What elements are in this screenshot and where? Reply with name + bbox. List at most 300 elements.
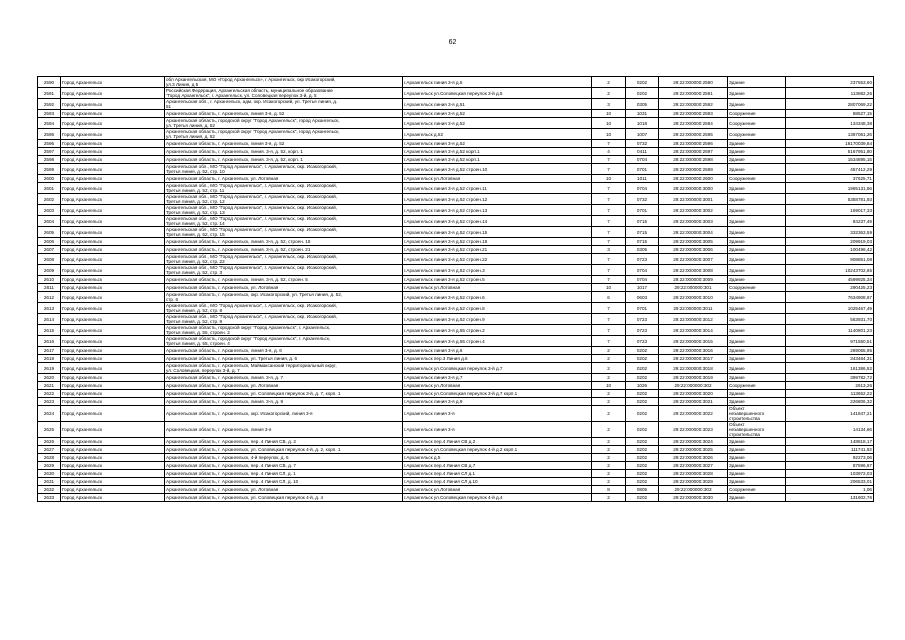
subgroup-cell: 0805: [626, 486, 659, 494]
address-cell: Архангельская область, городской округ "Город Архангельск", г. Архангельск, Третья линия, д. 55, строен. 2: [165, 325, 403, 336]
normalized-address-cell: г.Архангельск линия 3-я д.52 строен.15: [403, 227, 592, 238]
municipality-cell: Город Архангельск: [61, 216, 165, 227]
object-type-cell: Объект незавершенного строительства: [728, 406, 786, 422]
table-row: [38, 77, 874, 88]
page-number: 62: [448, 39, 457, 46]
address-cell: Архангельская область, г. Архангельск, Маймаксанский территориальный округ, ул. Соловецкая, переулок 3-й, д. 7: [165, 363, 403, 374]
municipality-cell: Город Архангельск: [61, 398, 165, 406]
object-type-cell: Здание: [728, 227, 786, 238]
cadastral-value-cell: 141847,21: [786, 406, 874, 422]
row-number-cell: 2596: [38, 140, 61, 148]
address-cell: Архангельская область, г. Архангельск, линия. 3-я, д. 52, строен. 21: [165, 246, 403, 254]
object-type-cell: Здание: [728, 164, 786, 175]
subgroup-cell: 0732: [626, 194, 659, 205]
table-row: [38, 88, 874, 99]
row-number-cell: 2601: [38, 183, 61, 194]
cadastral-value-table: [37, 76, 874, 502]
table-row: [38, 164, 874, 175]
table-row: [38, 216, 874, 227]
group-cell: 10: [592, 175, 626, 183]
cadastral-value-cell: 16170039,84: [786, 140, 874, 148]
object-type-cell: Здание: [728, 292, 786, 303]
cadastral-number-cell: 29:22:000000:3011: [659, 303, 728, 314]
object-type-cell: Здание: [728, 336, 786, 347]
row-number-cell: 2608: [38, 254, 61, 265]
cadastral-value-cell: 100496,42: [786, 246, 874, 254]
group-cell: 10: [592, 118, 626, 129]
cadastral-value-cell: 209919,03: [786, 238, 874, 246]
address-cell: Архангельская область, г. Архангельск, линия. 3-я, д. 52, строен. 18: [165, 238, 403, 246]
group-cell: 2: [592, 462, 626, 470]
object-type-cell: Здание: [728, 347, 786, 355]
table-row: [38, 398, 874, 406]
municipality-cell: Город Архангельск: [61, 336, 165, 347]
cadastral-number-cell: 29:22:000000:2594: [659, 118, 728, 129]
table-row: [38, 303, 874, 314]
object-type-cell: Здание: [728, 390, 786, 398]
subgroup-cell: 1031: [626, 110, 659, 118]
cadastral-number-cell: 29:22:000000:3010: [659, 292, 728, 303]
normalized-address-cell: г.Архангельск д.52: [403, 129, 592, 140]
cadastral-value-cell: 111741,92: [786, 446, 874, 454]
normalized-address-cell: г.Архангельск линия 3-я д.52 строен.11: [403, 183, 592, 194]
normalized-address-cell: г.Архангельск ул.Соловецкая переулок 4-й д.4: [403, 494, 592, 502]
row-number-cell: 2616: [38, 336, 61, 347]
subgroup-cell: 0202: [626, 406, 659, 422]
cadastral-number-cell: 29:22:000000:2597: [659, 148, 728, 156]
address-cell: Архангельская область, г. Архангельск, пер. 4 Линия СЛ, д. 1: [165, 470, 403, 478]
row-number-cell: 2614: [38, 314, 61, 325]
subgroup-cell: 0305: [626, 99, 659, 110]
address-cell: Архангельская область, г. Архангельск, линия. 3-я, д. 52, корп. 1: [165, 148, 403, 156]
group-cell: 2: [592, 347, 626, 355]
row-number-cell: 2607: [38, 246, 61, 254]
object-type-cell: Здание: [728, 454, 786, 462]
object-type-cell: Сооружение: [728, 118, 786, 129]
object-type-cell: Объект незавершенного строительства: [728, 422, 786, 438]
normalized-address-cell: г.Архангельск ул.Лотовная: [403, 382, 592, 390]
group-cell: 7: [592, 227, 626, 238]
normalized-address-cell: г.Архангельск линия 3-я д.6: [403, 347, 592, 355]
row-number-cell: 2612: [38, 292, 61, 303]
object-type-cell: Сооружение: [728, 486, 786, 494]
group-cell: 4: [592, 148, 626, 156]
cadastral-value-cell: 5358781,93: [786, 194, 874, 205]
subgroup-cell: 1026: [626, 382, 659, 390]
object-type-cell: Здание: [728, 276, 786, 284]
normalized-address-cell: г.Архангельск линия 3-я д.5: [403, 77, 592, 88]
group-cell: 2: [592, 398, 626, 406]
address-cell: Архангельская область, г. Архангельск, ул. Лотовная: [165, 175, 403, 183]
address-cell: обл Архангельская, МО «Город Архангельск», г Архангельск, окр Исакогорский, ул.3 Линия, д 5: [165, 77, 403, 88]
cadastral-value-cell: 2613,26: [786, 382, 874, 390]
municipality-cell: Город Архангельск: [61, 314, 165, 325]
object-type-cell: Здание: [728, 363, 786, 374]
cadastral-number-cell: 29:22:000000:3015: [659, 336, 728, 347]
object-type-cell: Здание: [728, 303, 786, 314]
row-number-cell: 2617: [38, 347, 61, 355]
object-type-cell: Сооружение: [728, 284, 786, 292]
cadastral-number-cell: 29:22:000000:3023: [659, 422, 728, 438]
object-type-cell: Здание: [728, 205, 786, 216]
subgroup-cell: 0715: [626, 227, 659, 238]
row-number-cell: 2604: [38, 216, 61, 227]
municipality-cell: Город Архангельск: [61, 494, 165, 502]
object-type-cell: Здание: [728, 265, 786, 276]
municipality-cell: Город Архангельск: [61, 462, 165, 470]
group-cell: 7: [592, 336, 626, 347]
address-cell: Архангельская область, г. Архангельск, ул. Соловецкая переулок 3-й, д. 7, корп. 1: [165, 390, 403, 398]
address-cell: Архангельская область, г. Архангельск, линия 3-я: [165, 422, 403, 438]
row-number-cell: 2595: [38, 129, 61, 140]
municipality-cell: Город Архангельск: [61, 422, 165, 438]
object-type-cell: Здание: [728, 355, 786, 363]
subgroup-cell: 1017: [626, 284, 659, 292]
municipality-cell: Город Архангельск: [61, 194, 165, 205]
municipality-cell: Город Архангельск: [61, 183, 165, 194]
cadastral-number-cell: 29:22:000000:3018: [659, 363, 728, 374]
normalized-address-cell: г.Архангельск линия 3-я д.52 строен.22: [403, 254, 592, 265]
group-cell: 8: [592, 486, 626, 494]
object-type-cell: Сооружение: [728, 175, 786, 183]
normalized-address-cell: г.Архангельск линия 3-я д.52 корп.1: [403, 148, 592, 156]
object-type-cell: Здание: [728, 494, 786, 502]
cadastral-number-cell: 29:22:000000:302: [659, 382, 728, 390]
municipality-cell: Город Архангельск: [61, 374, 165, 382]
municipality-cell: Город Архангельск: [61, 205, 165, 216]
row-number-cell: 2610: [38, 276, 61, 284]
cadastral-value-cell: 5167951,80: [786, 148, 874, 156]
subgroup-cell: 0202: [626, 355, 659, 363]
row-number-cell: 2609: [38, 265, 61, 276]
normalized-address-cell: г.Архангельск линия 3-я: [403, 406, 592, 422]
group-cell: 7: [592, 164, 626, 175]
row-number-cell: 2603: [38, 205, 61, 216]
subgroup-cell: 0704: [626, 183, 659, 194]
cadastral-value-cell: 206533,01: [786, 478, 874, 486]
subgroup-cell: 0701: [626, 164, 659, 175]
table-row: [38, 246, 874, 254]
group-cell: 7: [592, 216, 626, 227]
municipality-cell: Город Архангельск: [61, 470, 165, 478]
row-number-cell: 2629: [38, 462, 61, 470]
row-number-cell: 2620: [38, 374, 61, 382]
address-cell: Архангельская область, городской округ "Город Архангельск", г. Архангельск, Третья линия, д. 55, строен. 4: [165, 336, 403, 347]
cadastral-value-cell: 131602,76: [786, 494, 874, 502]
cadastral-number-cell: 29:22:000000:3000: [659, 183, 728, 194]
address-cell: Архангельская область, г. Архангельск, 4-й переулок, д. 5: [165, 454, 403, 462]
normalized-address-cell: г.Архангельск ул.Соловецкая переулок 4-й д.2 корп.1: [403, 446, 592, 454]
address-cell: Архангельская область, г. Архангельск, линия. 3-я, д. 52, строен. 5: [165, 276, 403, 284]
subgroup-cell: 0723: [626, 254, 659, 265]
subgroup-cell: 0202: [626, 374, 659, 382]
municipality-cell: Город Архангельск: [61, 382, 165, 390]
subgroup-cell: 0732: [626, 140, 659, 148]
table-row: [38, 140, 874, 148]
normalized-address-cell: г.Архангельск ул.Соловецкая переулок 3-й д.5: [403, 88, 592, 99]
table-row: [38, 284, 874, 292]
row-number-cell: 2602: [38, 194, 61, 205]
row-number-cell: 2624: [38, 406, 61, 422]
table-row: [38, 238, 874, 246]
normalized-address-cell: г.Архангельск линия 3-я д.52 строен.10: [403, 164, 592, 175]
group-cell: 2: [592, 363, 626, 374]
cadastral-value-cell: 134348,38: [786, 118, 874, 129]
cadastral-value-cell: 1025467,49: [786, 303, 874, 314]
address-cell: Архангельская область, г. Архангельск, ул. Третья линия, д. 6: [165, 355, 403, 363]
address-cell: Архангельская обл., МО "Город Архангельск", г. Архангельск, окр. Исакогорский, Третья линия, д. 52, стр. 22: [165, 254, 403, 265]
group-cell: 2: [592, 438, 626, 446]
table-row: [38, 205, 874, 216]
row-number-cell: 2591: [38, 88, 61, 99]
table-row: [38, 110, 874, 118]
cadastral-value-cell: 1387061,26: [786, 129, 874, 140]
address-cell: Архангельская область, г. Архангельск, линия. 3-я, д. 52, корп. 1: [165, 156, 403, 164]
normalized-address-cell: г.Архангельск линия 3-я д.52 строен.18: [403, 238, 592, 246]
municipality-cell: Город Архангельск: [61, 292, 165, 303]
row-number-cell: 2593: [38, 110, 61, 118]
object-type-cell: Сооружение: [728, 129, 786, 140]
cadastral-number-cell: 29:22:000000:3030: [659, 494, 728, 502]
cadastral-number-cell: 29:22:000000:2592: [659, 99, 728, 110]
cadastral-number-cell: 29:22:000000:3025: [659, 446, 728, 454]
municipality-cell: Город Архангельск: [61, 164, 165, 175]
normalized-address-cell: г.Архангельск д.5: [403, 454, 592, 462]
group-cell: 2: [592, 355, 626, 363]
cadastral-value-cell: 1534895,15: [786, 156, 874, 164]
row-number-cell: 2622: [38, 390, 61, 398]
subgroup-cell: 0715: [626, 238, 659, 246]
subgroup-cell: 0701: [626, 303, 659, 314]
cadastral-number-cell: 29:22:000000:3026: [659, 454, 728, 462]
municipality-cell: Город Архангельск: [61, 438, 165, 446]
object-type-cell: Здание: [728, 77, 786, 88]
cadastral-value-cell: 343484,31: [786, 355, 874, 363]
normalized-address-cell: г.Архангельск линия 3-я д.52: [403, 110, 592, 118]
address-cell: Архангельская обл., МО "Город Архангельск", г. Архангельск, окр. Исакогорский, Третья линия, д. 52, стр. 14: [165, 216, 403, 227]
cadastral-number-cell: 29:22:000000:3005: [659, 238, 728, 246]
cadastral-value-cell: 237553,60: [786, 77, 874, 88]
row-number-cell: 2628: [38, 454, 61, 462]
row-number-cell: 2605: [38, 227, 61, 238]
cadastral-number-cell: 29:22:000000:3024: [659, 438, 728, 446]
group-cell: 2: [592, 446, 626, 454]
object-type-cell: Сооружение: [728, 110, 786, 118]
cadastral-number-cell: 29:22:000000:2600: [659, 175, 728, 183]
group-cell: 3: [592, 246, 626, 254]
group-cell: 3: [592, 99, 626, 110]
address-cell: Архангельская обл., МО "Город Архангельск", г. Архангельск, окр. Исакогорский, Третья линия, д. 52, стр. 11: [165, 183, 403, 194]
table-body: [38, 77, 874, 502]
normalized-address-cell: г.Архангельск пер.4 Линия СЛ д.10: [403, 478, 592, 486]
address-cell: Архангельская обл., МО "Город Архангельск", г. Архангельск, окр. Исакогорский, Третья линия, д. 52, стр. 3: [165, 265, 403, 276]
row-number-cell: 2611: [38, 284, 61, 292]
table-row: [38, 374, 874, 382]
subgroup-cell: 0704: [626, 265, 659, 276]
address-cell: Архангельская область, городской округ "Город Архангельск", город Архангельск, ул. Третья линия, д. 52: [165, 129, 403, 140]
municipality-cell: Город Архангельск: [61, 77, 165, 88]
table-row: [38, 175, 874, 183]
municipality-cell: Город Архангельск: [61, 284, 165, 292]
subgroup-cell: 0202: [626, 77, 659, 88]
cadastral-number-cell: 29:22:000000:2593: [659, 110, 728, 118]
row-number-cell: 2633: [38, 494, 61, 502]
cadastral-number-cell: 29:22:000000:3020: [659, 390, 728, 398]
object-type-cell: Здание: [728, 325, 786, 336]
subgroup-cell: 0202: [626, 470, 659, 478]
municipality-cell: Город Архангельск: [61, 478, 165, 486]
cadastral-value-cell: 92273,06: [786, 454, 874, 462]
row-number-cell: 2632: [38, 486, 61, 494]
subgroup-cell: 0603: [626, 292, 659, 303]
table-row: [38, 363, 874, 374]
group-cell: 2: [592, 406, 626, 422]
municipality-cell: Город Архангельск: [61, 406, 165, 422]
municipality-cell: Город Архангельск: [61, 325, 165, 336]
object-type-cell: Здание: [728, 156, 786, 164]
cadastral-number-cell: 29:22:000000:3008: [659, 265, 728, 276]
municipality-cell: Город Архангельск: [61, 88, 165, 99]
row-number-cell: 2594: [38, 118, 61, 129]
address-cell: Архангельская область, городской округ "Город Архангельск", город Архангельск, ул. Третья линия, д. 52: [165, 118, 403, 129]
cadastral-value-cell: 7634908,67: [786, 292, 874, 303]
municipality-cell: Город Архангельск: [61, 129, 165, 140]
group-cell: 2: [592, 422, 626, 438]
address-cell: Российская Федерация, Архангельская область, муниципальное образование "Город Архангельск", г. Архангельск, ул. Соловецкая переулок 3-й, д. 5: [165, 88, 403, 99]
address-cell: Архангельская обл., МО "Город Архангельск", г. Архангельск, окр. Исакогорский, Третья линия, д. 52, стр. 9: [165, 314, 403, 325]
group-cell: 2: [592, 77, 626, 88]
cadastral-value-cell: 113652,22: [786, 390, 874, 398]
subgroup-cell: 0202: [626, 462, 659, 470]
normalized-address-cell: г.Архангельск пер.3 Линия д.6: [403, 355, 592, 363]
cadastral-value-cell: 332363,59: [786, 227, 874, 238]
address-cell: Архангельская область, г. Архангельск, линия. 3-я, д. 7: [165, 374, 403, 382]
table-row: [38, 355, 874, 363]
normalized-address-cell: г.Архангельск ул.Соловецкая переулок 3-й д.7: [403, 363, 592, 374]
normalized-address-cell: г.Архангельск линия 3-я д.55 строен.4: [403, 336, 592, 347]
cadastral-number-cell: 29:22:000000:3012: [659, 314, 728, 325]
normalized-address-cell: г.Архангельск линия 3-я д.52: [403, 118, 592, 129]
subgroup-cell: 0202: [626, 390, 659, 398]
group-cell: 7: [592, 325, 626, 336]
cadastral-value-cell: 4599925,34: [786, 276, 874, 284]
cadastral-value-cell: 457412,29: [786, 164, 874, 175]
address-cell: Архангельская область, г. Архангельск, линия. 3-я, д. 9: [165, 398, 403, 406]
municipality-cell: Город Архангельск: [61, 486, 165, 494]
group-cell: 7: [592, 194, 626, 205]
subgroup-cell: 0202: [626, 363, 659, 374]
object-type-cell: Здание: [728, 438, 786, 446]
municipality-cell: Город Архангельск: [61, 238, 165, 246]
address-cell: Архангельская область, г. Архангельск, окр. Исакогорский, линия 3-я: [165, 406, 403, 422]
group-cell: 6: [592, 292, 626, 303]
address-cell: Архангельская область, г. Архангельск, пер. 4 Линия СВ, д. 2: [165, 438, 403, 446]
municipality-cell: Город Архангельск: [61, 148, 165, 156]
table-row: [38, 494, 874, 502]
table-row: [38, 446, 874, 454]
row-number-cell: 2626: [38, 438, 61, 446]
cadastral-value-cell: 563931,70: [786, 314, 874, 325]
normalized-address-cell: г.Архангельск линия 3-я: [403, 422, 592, 438]
table-row: [38, 183, 874, 194]
table-row: [38, 129, 874, 140]
cadastral-value-cell: 169017,33: [786, 205, 874, 216]
object-type-cell: Здание: [728, 183, 786, 194]
group-cell: 2: [592, 454, 626, 462]
row-number-cell: 2598: [38, 156, 61, 164]
table-row: [38, 265, 874, 276]
row-number-cell: 2630: [38, 470, 61, 478]
cadastral-value-cell: 84237,49: [786, 216, 874, 227]
normalized-address-cell: г.Архангельск линия 3-я д.52 строен.9: [403, 314, 592, 325]
subgroup-cell: 0202: [626, 494, 659, 502]
municipality-cell: Город Архангельск: [61, 254, 165, 265]
cadastral-number-cell: 29:22:000000:2596: [659, 140, 728, 148]
object-type-cell: Здание: [728, 314, 786, 325]
cadastral-number-cell: 29:22:000000:3002: [659, 205, 728, 216]
normalized-address-cell: г.Архангельск линия 3-я д.9: [403, 398, 592, 406]
group-cell: 7: [592, 254, 626, 265]
row-number-cell: 2592: [38, 99, 61, 110]
table-row: [38, 314, 874, 325]
municipality-cell: Город Архангельск: [61, 175, 165, 183]
group-cell: 2: [592, 478, 626, 486]
normalized-address-cell: г.Архангельск линия 3-я д.52 строен.21: [403, 246, 592, 254]
normalized-address-cell: г.Архангельск линия 3-я д.52 строен.6: [403, 292, 592, 303]
object-type-cell: Здание: [728, 88, 786, 99]
municipality-cell: Город Архангельск: [61, 454, 165, 462]
group-cell: 10: [592, 284, 626, 292]
table-row: [38, 292, 874, 303]
municipality-cell: Город Архангельск: [61, 355, 165, 363]
address-cell: Архангельская обл., МО "Город Архангельск", г. Архангельск, окр. Исакогорский, Третья линия, д. 52, стр. 12: [165, 194, 403, 205]
municipality-cell: Город Архангельск: [61, 446, 165, 454]
address-cell: Архангельская область, г. Архангельск, линия 3-я, д. 6: [165, 347, 403, 355]
table-row: [38, 454, 874, 462]
subgroup-cell: 0305: [626, 246, 659, 254]
normalized-address-cell: г.Архангельск ул.Лотовная: [403, 284, 592, 292]
municipality-cell: Город Архангельск: [61, 227, 165, 238]
cadastral-value-cell: 399782,72: [786, 374, 874, 382]
table-row: [38, 99, 874, 110]
municipality-cell: Город Архангельск: [61, 118, 165, 129]
municipality-cell: Город Архангельск: [61, 246, 165, 254]
group-cell: 7: [592, 183, 626, 194]
cadastral-value-cell: 1,06: [786, 486, 874, 494]
subgroup-cell: 0202: [626, 446, 659, 454]
subgroup-cell: 0202: [626, 454, 659, 462]
cadastral-number-cell: 29:22:000000:3014: [659, 325, 728, 336]
address-cell: Архангельская обл., г. Архангельск, адм. окр. Исакогорский, ул. Третья линия, д. 51: [165, 99, 403, 110]
subgroup-cell: 1011: [626, 175, 659, 183]
cadastral-value-cell: 2807069,22: [786, 99, 874, 110]
row-number-cell: 2606: [38, 238, 61, 246]
subgroup-cell: 0704: [626, 276, 659, 284]
cadastral-number-cell: 29:22:000000:2598: [659, 156, 728, 164]
address-cell: Архангельская область, г. Архангельск, ул. Лотовная: [165, 382, 403, 390]
table-row: [38, 276, 874, 284]
cadastral-value-cell: 908851,08: [786, 254, 874, 265]
cadastral-value-cell: 289055,95: [786, 347, 874, 355]
row-number-cell: 2597: [38, 148, 61, 156]
object-type-cell: Здание: [728, 254, 786, 265]
group-cell: 7: [592, 205, 626, 216]
cadastral-number-cell: 29:22:000000:3006: [659, 246, 728, 254]
normalized-address-cell: г.Архангельск линия 3-я д.52 строен.13: [403, 205, 592, 216]
object-type-cell: Здание: [728, 194, 786, 205]
cadastral-value-cell: 14134,66: [786, 422, 874, 438]
group-cell: 7: [592, 140, 626, 148]
